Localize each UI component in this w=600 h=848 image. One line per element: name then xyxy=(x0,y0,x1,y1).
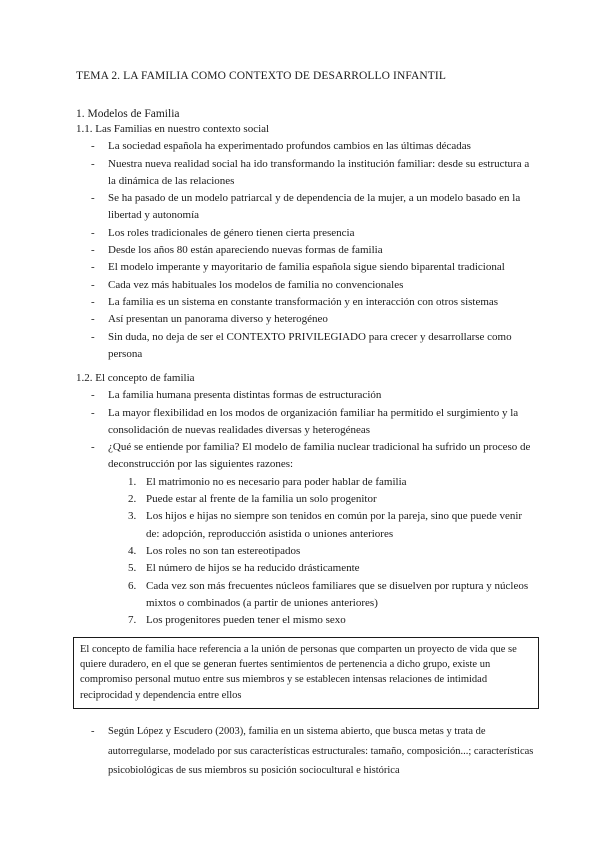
item-text: Los progenitores pueden tener el mismo sexo xyxy=(146,614,346,627)
item-number: 7. xyxy=(128,614,137,627)
list-item: - Así presentan un panorama diverso y heterogéneo xyxy=(76,311,536,328)
list-item: - La mayor flexibilidad en los modos de organización familiar ha permitido el surgimiento y la consolidación de nuevas realidades diversas y heterogéneas xyxy=(76,405,536,440)
list-item: - Cada vez más habituales los modelos de familia no convencionales xyxy=(76,277,536,294)
list-item: - Se ha pasado de un modelo patriarcal y de dependencia de la mujer, a un modelo basado en la libertad y autonomía xyxy=(76,190,536,225)
document-title: TEMA 2. LA FAMILIA COMO CONTEXTO DE DESARROLLO INFANTIL xyxy=(76,70,446,82)
bullet-list xyxy=(76,722,536,781)
numbered-item xyxy=(128,474,536,491)
item-text: Los hijos e hijas no siempre son tenidos en común por la pareja, sino que puede venir de: adopción, reproducción asistida o uniones anteriores xyxy=(146,510,523,540)
item-number: 1. xyxy=(128,475,137,488)
list-item: - Desde los años 80 están apareciendo nuevas formas de familia xyxy=(76,242,536,259)
numbered-item xyxy=(128,578,536,613)
numbered-item xyxy=(128,491,536,508)
numbered-list-reasons xyxy=(76,474,536,630)
list-item: - El modelo imperante y mayoritario de familia española sigue siendo biparental tradicional xyxy=(76,259,536,276)
item-number: 3. xyxy=(128,510,137,523)
numbered-item xyxy=(128,543,536,560)
item-text: Cada vez son más frecuentes núcleos familiares que se disuelven por ruptura y núcleos mixtos o combinados (a partir de uniones anteriores) xyxy=(146,579,529,609)
item-number: 2. xyxy=(128,493,137,506)
definition-box: El concepto de familia hace referencia a la unión de personas que comparten un proyecto de vida que se quiere duradero, en el que se generan fuertes sentimientos de pertenencia a dicho grupo, existe un compromiso personal mutuo entre sus miembros y se establecen intensas relaciones de intimidad reciprocidad y dependencia entre ellos xyxy=(73,637,539,709)
item-text: El matrimonio no es necesario para poder hablar de familia xyxy=(146,475,407,488)
numbered-item xyxy=(128,560,536,577)
list-item: - La familia es un sistema en constante transformación y en interacción con otros sistemas xyxy=(76,294,536,311)
list-item: - ¿Qué se entiende por familia? El modelo de familia nuclear tradicional ha sufrido un proceso de deconstrucción por las siguientes razones: xyxy=(76,439,536,474)
bullet-list xyxy=(76,387,536,473)
list-item: - La familia humana presenta distintas formas de estructuración xyxy=(76,387,536,404)
list-item: - Según López y Escudero (2003), familia en un sistema abierto, que busca metas y trata de autorregularse, modelado por sus características estructurales: tamaño, composición...; características psicobiológicas de sus miembros su posición sociocultural e histórica xyxy=(76,722,536,781)
list-item: - Sin duda, no deja de ser el CONTEXTO PRIVILEGIADO para crecer y desarrollarse como persona xyxy=(76,329,536,364)
section-concepto-de-familia xyxy=(76,370,536,629)
item-number: 4. xyxy=(128,544,137,557)
item-number: 5. xyxy=(128,562,137,575)
section-title: 1.2. El concepto de familia xyxy=(76,372,195,384)
section-title: 1.1. Las Familias en nuestro contexto social xyxy=(76,123,270,135)
list-item: - Nuestra nueva realidad social ha ido transformando la institución familiar: desde su estructura a la dinámica de las relaciones xyxy=(76,156,536,191)
heading-modelos-de-familia: 1. Modelos de Familia xyxy=(76,108,180,120)
item-text: Los roles no son tan estereotipados xyxy=(146,544,301,557)
list-item: - Los roles tradicionales de género tienen cierta presencia xyxy=(76,225,536,242)
section-familias-contexto-social xyxy=(76,121,536,363)
item-text: El número de hijos se ha reducido drásticamente xyxy=(146,562,360,575)
numbered-item xyxy=(128,508,536,543)
final-note xyxy=(76,722,536,781)
item-number: 6. xyxy=(128,579,137,592)
bullet-list xyxy=(76,138,536,363)
numbered-item xyxy=(128,612,536,629)
list-item: - La sociedad española ha experimentado profundos cambios en las últimas décadas xyxy=(76,138,536,155)
item-text: Puede estar al frente de la familia un solo progenitor xyxy=(146,493,377,506)
